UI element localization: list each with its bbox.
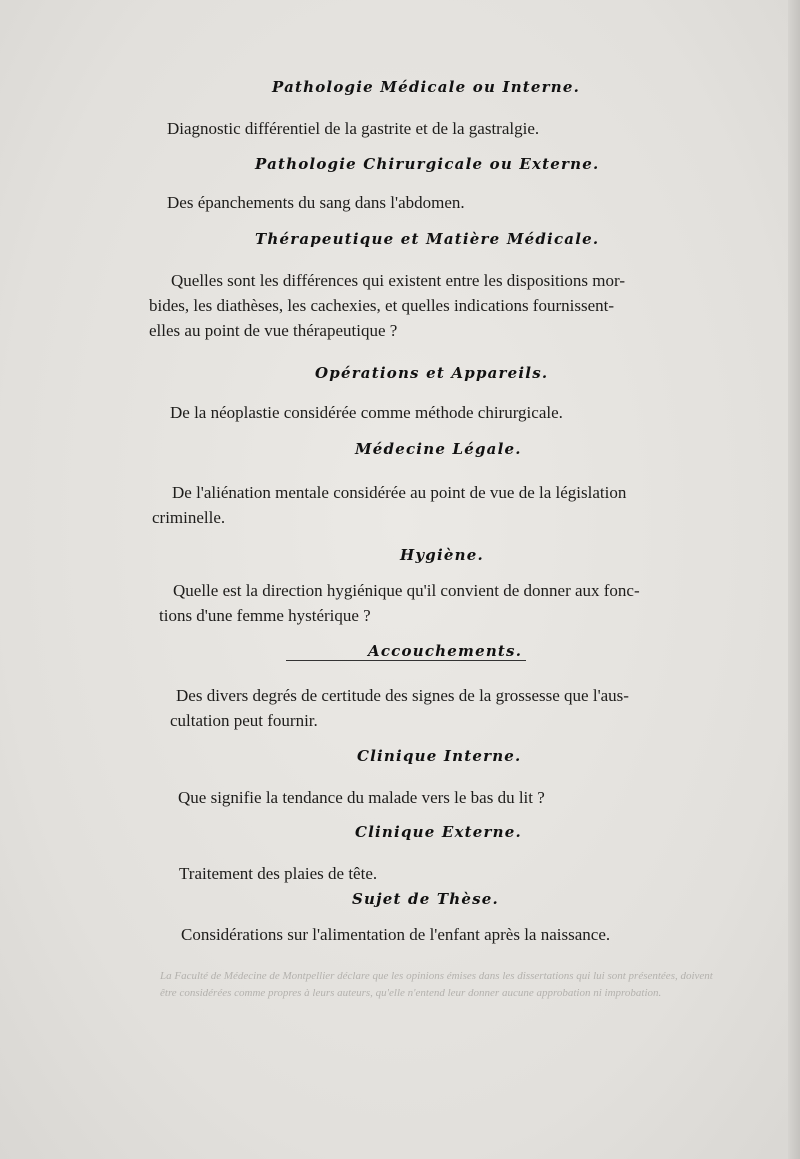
section-heading-pathologie-chirurgicale: Pathologie Chirurgicale ou Externe. [255,155,600,173]
section-text-clinique-externe [179,861,377,886]
heading-underline [286,660,526,661]
section-heading-medecine-legale: Médecine Légale. [355,440,522,458]
section-heading-accouchements: Accouchements. [368,642,523,660]
text-line: bides, les diathèses, les cachexies, et quelles indications fournissent- [149,296,615,315]
section-text-pathologie-medicale [167,116,539,141]
text-line: Des divers degrés de certitude des signes de la grossesse que l'aus- [176,686,629,705]
text-line: Considérations sur l'alimentation de l'enfant après la naissance. [181,925,611,944]
text-line: cultation peut fournir. [170,711,318,730]
section-text-sujet-de-these [181,922,610,947]
text-line: criminelle. [152,508,226,527]
text-line: tions d'une femme hystérique ? [159,606,371,625]
bleed-through-footer-note: La Faculté de Médecine de Montpellier déclare que les opinions émises dans les dissertations qui lui sont présentées, doivent être considérées comme propres à leurs auteurs, qu'elle n'entend leur donner aucune approbation ni improbation. [160,970,713,999]
text-line: Quelle est la direction hygiénique qu'il convient de donner aux fonc- [173,581,640,600]
page-edge-shadow [788,0,800,1159]
text-line: Quelles sont les différences qui existent entre les dispositions mor- [171,271,626,290]
text-line: Diagnostic différentiel de la gastrite et de la gastralgie. [167,119,540,138]
text-line: De l'aliénation mentale considérée au point de vue de la législation [172,483,627,502]
section-heading-therapeutique: Thérapeutique et Matière Médicale. [255,230,600,248]
text-line: elles au point de vue thérapeutique ? [149,321,398,340]
text-line: Des épanchements du sang dans l'abdomen. [167,193,465,212]
section-text-operations [170,400,563,425]
section-heading-hygiene: Hygiène. [400,546,484,564]
section-heading-pathologie-medicale: Pathologie Médicale ou Interne. [272,78,581,96]
text-line: Traitement des plaies de tête. [179,864,378,883]
section-heading-clinique-interne: Clinique Interne. [357,747,522,765]
section-text-pathologie-chirurgicale [167,190,465,215]
text-line: Que signifie la tendance du malade vers le bas du lit ? [178,788,545,807]
text-line: De la néoplastie considérée comme méthode chirurgicale. [170,403,563,422]
section-heading-operations: Opérations et Appareils. [315,364,549,382]
section-text-medecine-legale [152,480,627,530]
section-heading-sujet-de-these: Sujet de Thèse. [352,890,499,908]
section-text-hygiene [159,578,640,628]
section-text-therapeutique [149,268,626,343]
section-text-accouchements [170,683,629,733]
section-text-clinique-interne [178,785,545,810]
section-heading-clinique-externe: Clinique Externe. [355,823,522,841]
